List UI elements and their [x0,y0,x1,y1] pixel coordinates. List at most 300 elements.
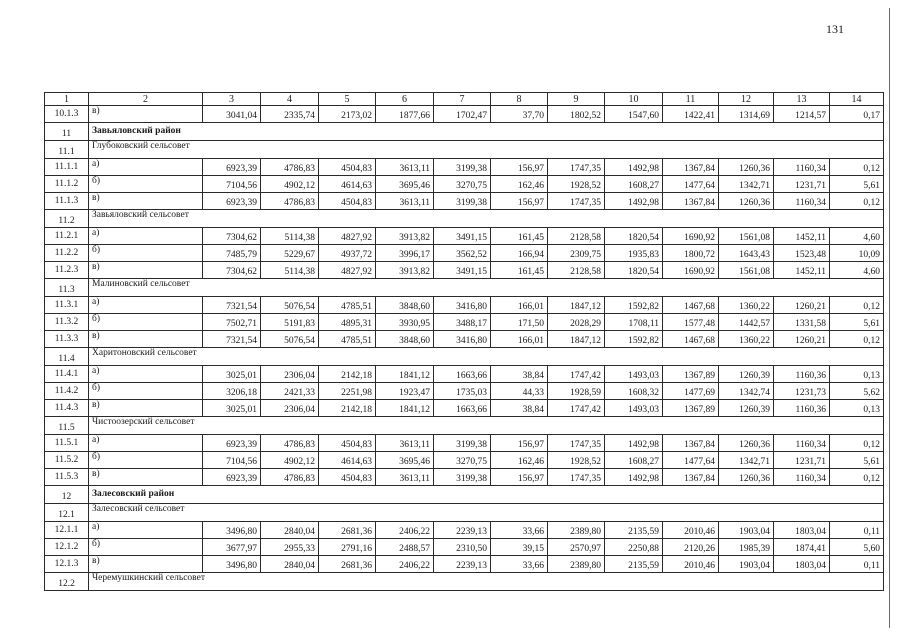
row-variant: в) [89,262,203,279]
table-row [45,314,884,331]
table-row [45,539,884,556]
value-cell: 2406,22 [376,522,434,539]
value-cell: 1492,98 [605,435,663,452]
row-variant: а) [89,228,203,245]
value-cell: 1935,83 [605,245,663,262]
value-cell: 1803,04 [774,522,830,539]
value-cell: 2570,97 [548,539,605,556]
value-cell: 5114,38 [261,262,319,279]
value-cell: 1747,35 [548,159,605,176]
column-number-header: 5 [319,93,376,106]
table-row [45,262,884,279]
value-cell: 156,97 [491,469,548,486]
value-cell: 1928,59 [548,383,605,400]
value-cell: 1260,21 [774,331,830,348]
value-cell: 2488,57 [376,539,434,556]
section-code: 12 [45,486,89,504]
table-row [45,228,884,245]
value-cell: 2421,33 [261,383,319,400]
value-cell: 1820,54 [605,262,663,279]
row-variant: а) [89,159,203,176]
column-number-header: 1 [45,93,89,106]
table-row [45,366,884,383]
value-cell: 4827,92 [319,262,376,279]
section-code: 11 [45,123,89,141]
value-cell: 3677,97 [203,539,261,556]
value-cell: 162,46 [491,452,548,469]
council-heading-row [45,348,884,366]
section-code: 11.5 [45,417,89,435]
council-heading-row [45,573,884,591]
value-cell: 1608,32 [605,383,663,400]
value-cell: 1802,52 [548,106,605,123]
value-cell: 2239,13 [434,556,491,573]
value-cell: 5229,67 [261,245,319,262]
value-cell: 1800,72 [663,245,719,262]
table-row [45,106,884,123]
value-cell: 166,01 [491,297,548,314]
value-cell: 1841,12 [376,366,434,383]
value-cell: 7502,71 [203,314,261,331]
row-variant: б) [89,314,203,331]
table-row [45,522,884,539]
row-code: 10.1.3 [45,106,89,123]
value-cell: 1690,92 [663,228,719,245]
value-cell: 3491,15 [434,262,491,279]
table-row [45,435,884,452]
value-cell: 2406,22 [376,556,434,573]
section-code: 12.2 [45,573,89,591]
row-code: 11.2.2 [45,245,89,262]
row-code: 11.5.3 [45,469,89,486]
row-variant: б) [89,539,203,556]
value-cell: 1260,36 [719,435,774,452]
value-cell: 1690,92 [663,262,719,279]
value-cell: 166,94 [491,245,548,262]
value-cell: 1747,35 [548,435,605,452]
table-row [45,383,884,400]
value-cell: 7304,62 [203,228,261,245]
table-row [45,400,884,417]
value-cell: 2791,16 [319,539,376,556]
value-cell: 39,15 [491,539,548,556]
council-title: Малиновский сельсовет [89,279,884,297]
value-cell: 1847,12 [548,297,605,314]
value-cell: 1663,66 [434,366,491,383]
value-cell: 1214,57 [774,106,830,123]
value-cell: 3695,46 [376,176,434,193]
row-code: 11.5.2 [45,452,89,469]
value-cell: 3025,01 [203,366,261,383]
value-cell: 1477,64 [663,452,719,469]
council-title: Залесовский сельсовет [89,504,884,522]
value-cell: 2135,59 [605,556,663,573]
value-cell: 1608,27 [605,176,663,193]
value-cell: 1643,43 [719,245,774,262]
value-cell: 2840,04 [261,556,319,573]
value-cell: 1803,04 [774,556,830,573]
council-title: Завьяловский сельсовет [89,210,884,228]
value-cell: 4827,92 [319,228,376,245]
value-cell: 7304,62 [203,262,261,279]
row-variant: б) [89,452,203,469]
row-variant: б) [89,383,203,400]
value-cell: 3416,80 [434,331,491,348]
value-cell: 1747,42 [548,366,605,383]
value-cell: 4785,51 [319,297,376,314]
column-number-header: 3 [203,93,261,106]
value-cell: 1820,54 [605,228,663,245]
section-code: 11.4 [45,348,89,366]
column-number-header: 12 [719,93,774,106]
value-cell: 0,12 [830,331,884,348]
value-cell: 3199,38 [434,159,491,176]
page-number: 131 [826,22,844,36]
value-cell: 44,33 [491,383,548,400]
council-heading-row [45,504,884,522]
value-cell: 2239,13 [434,522,491,539]
row-code: 11.3.1 [45,297,89,314]
council-title: Харитоновский сельсовет [89,348,884,366]
value-cell: 2681,36 [319,556,376,573]
value-cell: 0,12 [830,469,884,486]
row-variant: в) [89,331,203,348]
value-cell: 4786,83 [261,159,319,176]
value-cell: 1452,11 [774,262,830,279]
row-variant: в) [89,193,203,210]
value-cell: 5076,54 [261,297,319,314]
value-cell: 2173,02 [319,106,376,123]
value-cell: 1492,98 [605,159,663,176]
value-cell: 1260,36 [719,193,774,210]
value-cell: 4614,63 [319,176,376,193]
tariff-table [44,92,884,591]
value-cell: 1231,71 [774,452,830,469]
row-code: 11.1.3 [45,193,89,210]
value-cell: 1592,82 [605,297,663,314]
row-variant: б) [89,245,203,262]
council-heading-row [45,417,884,435]
table-row [45,159,884,176]
table-row [45,176,884,193]
value-cell: 3496,80 [203,556,261,573]
value-cell: 161,45 [491,262,548,279]
row-code: 11.3.2 [45,314,89,331]
value-cell: 1342,71 [719,176,774,193]
value-cell: 7321,54 [203,297,261,314]
value-cell: 6923,39 [203,159,261,176]
value-cell: 1492,98 [605,469,663,486]
value-cell: 4504,83 [319,193,376,210]
value-cell: 4,60 [830,262,884,279]
row-code: 11.1.2 [45,176,89,193]
column-number-header: 13 [774,93,830,106]
value-cell: 1747,35 [548,193,605,210]
value-cell: 1160,34 [774,193,830,210]
value-cell: 4902,12 [261,452,319,469]
table-header-row [45,93,884,106]
value-cell: 3496,80 [203,522,261,539]
value-cell: 1841,12 [376,400,434,417]
value-cell: 1260,39 [719,400,774,417]
value-cell: 2135,59 [605,522,663,539]
value-cell: 1477,69 [663,383,719,400]
row-code: 12.1.1 [45,522,89,539]
value-cell: 3488,17 [434,314,491,331]
value-cell: 156,97 [491,159,548,176]
value-cell: 0,13 [830,400,884,417]
value-cell: 3562,52 [434,245,491,262]
value-cell: 4937,72 [319,245,376,262]
value-cell: 1260,39 [719,366,774,383]
value-cell: 166,01 [491,331,548,348]
value-cell: 3930,95 [376,314,434,331]
section-code: 11.3 [45,279,89,297]
value-cell: 1877,66 [376,106,434,123]
value-cell: 1160,36 [774,366,830,383]
value-cell: 1160,34 [774,469,830,486]
value-cell: 1160,34 [774,435,830,452]
value-cell: 2128,58 [548,228,605,245]
column-number-header: 4 [261,93,319,106]
value-cell: 1663,66 [434,400,491,417]
value-cell: 2128,58 [548,262,605,279]
value-cell: 1608,27 [605,452,663,469]
value-cell: 4504,83 [319,435,376,452]
value-cell: 1985,39 [719,539,774,556]
row-variant: в) [89,400,203,417]
value-cell: 1747,42 [548,400,605,417]
value-cell: 3025,01 [203,400,261,417]
value-cell: 1367,89 [663,400,719,417]
value-cell: 1702,47 [434,106,491,123]
row-variant: а) [89,297,203,314]
value-cell: 5076,54 [261,331,319,348]
value-cell: 0,12 [830,435,884,452]
value-cell: 6923,39 [203,435,261,452]
council-heading-row [45,141,884,159]
value-cell: 2955,33 [261,539,319,556]
district-heading-row [45,123,884,141]
value-cell: 2840,04 [261,522,319,539]
value-cell: 3695,46 [376,452,434,469]
value-cell: 1260,36 [719,159,774,176]
value-cell: 5,62 [830,383,884,400]
value-cell: 1577,48 [663,314,719,331]
value-cell: 156,97 [491,435,548,452]
value-cell: 5,61 [830,452,884,469]
row-variant: в) [89,556,203,573]
row-code: 11.2.3 [45,262,89,279]
value-cell: 0,12 [830,297,884,314]
value-cell: 7321,54 [203,331,261,348]
value-cell: 1923,47 [376,383,434,400]
council-title: Глубоковский сельсовет [89,141,884,159]
value-cell: 1367,84 [663,159,719,176]
value-cell: 1561,08 [719,228,774,245]
value-cell: 3199,38 [434,469,491,486]
value-cell: 7104,56 [203,452,261,469]
value-cell: 1367,84 [663,435,719,452]
value-cell: 4,60 [830,228,884,245]
table-row [45,469,884,486]
value-cell: 3416,80 [434,297,491,314]
value-cell: 5,61 [830,176,884,193]
value-cell: 1874,41 [774,539,830,556]
value-cell: 3613,11 [376,469,434,486]
value-cell: 1367,84 [663,469,719,486]
column-number-header: 10 [605,93,663,106]
value-cell: 0,12 [830,193,884,210]
section-code: 11.2 [45,210,89,228]
value-cell: 1903,04 [719,556,774,573]
row-variant: а) [89,435,203,452]
table-row [45,452,884,469]
council-title: Черемушкинский сельсовет [89,573,884,591]
value-cell: 4504,83 [319,469,376,486]
value-cell: 6923,39 [203,193,261,210]
value-cell: 1523,48 [774,245,830,262]
value-cell: 1342,71 [719,452,774,469]
value-cell: 1547,60 [605,106,663,123]
value-cell: 7104,56 [203,176,261,193]
value-cell: 1492,98 [605,193,663,210]
table-row [45,331,884,348]
value-cell: 38,84 [491,400,548,417]
table-row [45,193,884,210]
value-cell: 2028,29 [548,314,605,331]
table-row [45,245,884,262]
column-number-header: 9 [548,93,605,106]
value-cell: 1331,58 [774,314,830,331]
value-cell: 1847,12 [548,331,605,348]
value-cell: 1747,35 [548,469,605,486]
value-cell: 1360,22 [719,331,774,348]
value-cell: 3613,11 [376,435,434,452]
value-cell: 3491,15 [434,228,491,245]
value-cell: 3199,38 [434,193,491,210]
column-number-header: 11 [663,93,719,106]
table-row [45,297,884,314]
value-cell: 2010,46 [663,522,719,539]
value-cell: 4785,51 [319,331,376,348]
value-cell: 0,11 [830,522,884,539]
value-cell: 1422,41 [663,106,719,123]
value-cell: 1493,03 [605,366,663,383]
value-cell: 2389,80 [548,522,605,539]
value-cell: 2306,04 [261,366,319,383]
value-cell: 161,45 [491,228,548,245]
table-body [45,93,884,591]
value-cell: 3041,04 [203,106,261,123]
value-cell: 5,60 [830,539,884,556]
value-cell: 4786,83 [261,193,319,210]
row-code: 11.4.3 [45,400,89,417]
value-cell: 1903,04 [719,522,774,539]
value-cell: 4902,12 [261,176,319,193]
value-cell: 33,66 [491,556,548,573]
value-cell: 10,09 [830,245,884,262]
value-cell: 1467,68 [663,297,719,314]
value-cell: 1314,69 [719,106,774,123]
row-code: 11.4.1 [45,366,89,383]
value-cell: 162,46 [491,176,548,193]
value-cell: 2142,18 [319,366,376,383]
value-cell: 2306,04 [261,400,319,417]
column-number-header: 7 [434,93,491,106]
value-cell: 3913,82 [376,262,434,279]
column-number-header: 8 [491,93,548,106]
value-cell: 3996,17 [376,245,434,262]
council-title: Чистоозерский сельсовет [89,417,884,435]
value-cell: 3199,38 [434,435,491,452]
row-code: 12.1.2 [45,539,89,556]
value-cell: 2120,26 [663,539,719,556]
value-cell: 156,97 [491,193,548,210]
row-code: 11.2.1 [45,228,89,245]
value-cell: 3913,82 [376,228,434,245]
row-code: 11.3.3 [45,331,89,348]
district-title: Залесовский район [89,486,884,504]
value-cell: 1735,03 [434,383,491,400]
value-cell: 1260,36 [719,469,774,486]
value-cell: 5114,38 [261,228,319,245]
value-cell: 5191,83 [261,314,319,331]
value-cell: 1360,22 [719,297,774,314]
column-number-header: 6 [376,93,434,106]
value-cell: 3848,60 [376,331,434,348]
value-cell: 1928,52 [548,176,605,193]
value-cell: 2389,80 [548,556,605,573]
value-cell: 1561,08 [719,262,774,279]
value-cell: 4786,83 [261,435,319,452]
value-cell: 2142,18 [319,400,376,417]
value-cell: 1708,11 [605,314,663,331]
value-cell: 7485,79 [203,245,261,262]
value-cell: 2335,74 [261,106,319,123]
value-cell: 3206,18 [203,383,261,400]
council-heading-row [45,279,884,297]
value-cell: 0,11 [830,556,884,573]
row-variant: а) [89,522,203,539]
value-cell: 1452,11 [774,228,830,245]
value-cell: 1342,74 [719,383,774,400]
value-cell: 1493,03 [605,400,663,417]
value-cell: 1592,82 [605,331,663,348]
value-cell: 1231,71 [774,176,830,193]
column-number-header: 14 [830,93,884,106]
value-cell: 38,84 [491,366,548,383]
value-cell: 3613,11 [376,159,434,176]
value-cell: 1160,34 [774,159,830,176]
value-cell: 1367,89 [663,366,719,383]
value-cell: 4786,83 [261,469,319,486]
value-cell: 2681,36 [319,522,376,539]
value-cell: 0,13 [830,366,884,383]
value-cell: 0,17 [830,106,884,123]
value-cell: 2251,98 [319,383,376,400]
value-cell: 3270,75 [434,176,491,193]
value-cell: 1442,57 [719,314,774,331]
value-cell: 37,70 [491,106,548,123]
value-cell: 4895,31 [319,314,376,331]
row-code: 11.4.2 [45,383,89,400]
value-cell: 2250,88 [605,539,663,556]
value-cell: 1231,73 [774,383,830,400]
value-cell: 2010,46 [663,556,719,573]
row-code: 12.1.3 [45,556,89,573]
table-row [45,556,884,573]
